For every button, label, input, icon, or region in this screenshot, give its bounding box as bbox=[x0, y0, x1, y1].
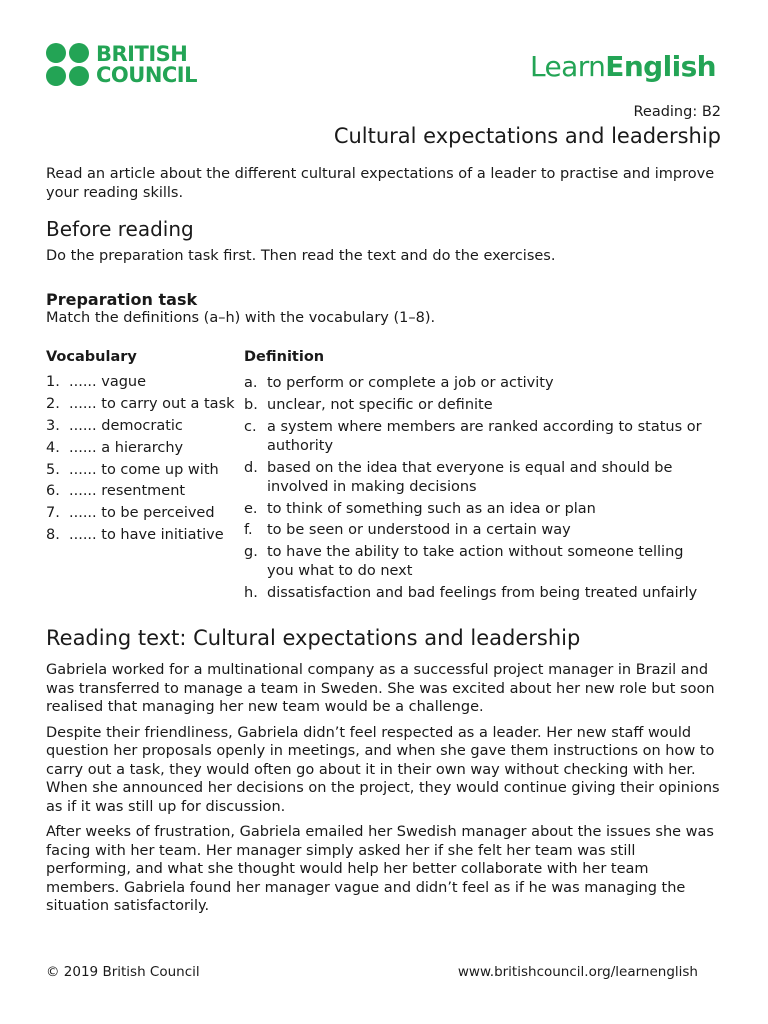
definition-item: d. based on the idea that everyone is equal and should be involved in making decisions bbox=[244, 459, 673, 495]
vocabulary-list bbox=[46, 374, 236, 549]
page-title: Cultural expectations and leadership bbox=[333, 124, 721, 148]
british-council-dots-icon bbox=[46, 43, 89, 86]
reading-text-heading: Reading text: Cultural expectations and leadership bbox=[46, 626, 581, 650]
vocabulary-item: 8. ...... to have initiative bbox=[46, 527, 224, 544]
article-paragraph: Gabriela worked for a multinational company as a successful project manager in Brazil and was transferred to manage a team in Sweden. She was excited about her new role but soon realised that managing her new team would be a challenge. bbox=[46, 662, 715, 715]
vocabulary-item: 1. ...... vague bbox=[46, 374, 147, 390]
definition-column-heading: Definition bbox=[244, 349, 325, 365]
footer-copyright: © 2019 British Council bbox=[46, 964, 200, 980]
vocabulary-item: 5. ...... to come up with bbox=[46, 461, 219, 478]
definition-list bbox=[244, 374, 704, 606]
preparation-task-heading: Preparation task bbox=[46, 290, 198, 309]
preparation-instruction: Match the definitions (a–h) with the vocabulary (1–8). bbox=[46, 310, 436, 326]
definition-item: b. unclear, not specific or definite bbox=[244, 396, 493, 413]
definition-item: f. to be seen or understood in a certain way bbox=[244, 522, 571, 539]
reading-level: Reading: B2 bbox=[633, 104, 721, 120]
definition-item: c. a system where members are ranked according to status or authority bbox=[244, 418, 702, 454]
vocabulary-item: 4. ...... a hierarchy bbox=[46, 439, 184, 456]
definition-item: g. to have the ability to take action without someone telling you what to do next bbox=[244, 544, 684, 580]
footer-url: www.britishcouncil.org/learnenglish bbox=[457, 964, 698, 980]
definition-item: e. to think of something such as an idea or plan bbox=[244, 500, 596, 517]
definition-item: a. to perform or complete a job or activity bbox=[244, 375, 554, 391]
intro-text: Read an article about the different cultural expectations of a leader to practise and improve your reading skills. bbox=[46, 166, 715, 201]
before-reading-text: Do the preparation task first. Then read the text and do the exercises. bbox=[46, 248, 556, 264]
british-council-logo bbox=[46, 43, 197, 86]
learnenglish-logo: LearnEnglish bbox=[530, 50, 716, 83]
vocabulary-item: 3. ...... democratic bbox=[46, 417, 183, 434]
vocabulary-item: 2. ...... to carry out a task bbox=[46, 395, 235, 412]
article-body bbox=[46, 661, 722, 923]
article-paragraph: Despite their friendliness, Gabriela didn’t feel respected as a leader. Her new staff would question her proposals openly in meetings, and when she gave them instructions on how to carry out a task, they would often go about it in their own way without checking with her. When she announced her decisions on the project, they would continue giving their opinions as if it was still up for discussion. bbox=[46, 724, 720, 815]
vocabulary-item: 7. ...... to be perceived bbox=[46, 505, 215, 522]
british-council-wordmark: BRITISH COUNCIL bbox=[96, 41, 197, 87]
vocabulary-column-heading: Vocabulary bbox=[46, 349, 137, 365]
before-reading-heading: Before reading bbox=[46, 217, 194, 241]
article-paragraph: After weeks of frustration, Gabriela emailed her Swedish manager about the issues she was facing with her team. Her manager simply asked her if she felt her team was still performing, and what she thought would help her better collaborate with her team members. Gabriela found her manager vague and didn’t feel as if he was managing the situation satisfactorily. bbox=[46, 824, 714, 914]
definition-item: h. dissatisfaction and bad feelings from being treated unfairly bbox=[244, 585, 698, 602]
vocabulary-item: 6. ...... resentment bbox=[46, 483, 186, 500]
